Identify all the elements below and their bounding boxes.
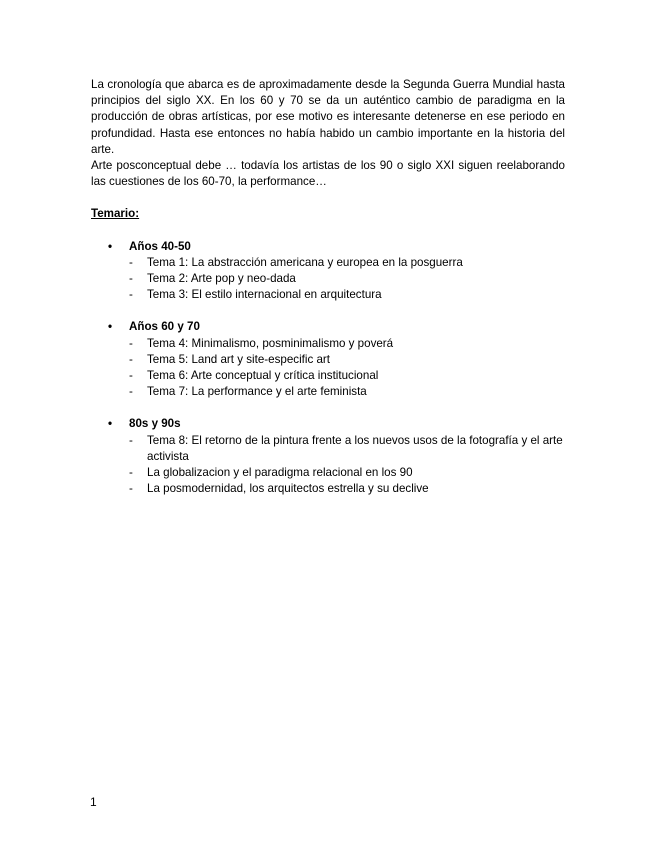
bullet-icon: • (108, 320, 113, 334)
dash-icon: - (129, 369, 133, 383)
dash-icon: - (129, 466, 133, 480)
syllabus-group-2 (91, 319, 565, 400)
topic-item (91, 287, 565, 303)
topic-text: Tema 8: El retorno de la pintura frente a los nuevos usos de la fotografía y el arte activista (147, 433, 563, 463)
topic-text: Tema 5: Land art y site-especific art (147, 352, 331, 366)
bullet-icon: • (108, 239, 113, 253)
topic-text: La posmodernidad, los arquitectos estrella y su declive (147, 482, 429, 496)
dash-icon: - (129, 255, 133, 269)
topic-text: Tema 1: La abstracción americana y europea en la posguerra (147, 255, 463, 269)
topic-item (91, 481, 565, 497)
group-title-row (91, 319, 565, 335)
dash-icon: - (129, 482, 133, 496)
dash-icon: - (129, 385, 133, 399)
topic-item (91, 368, 565, 384)
intro-paragraph-1: La cronología que abarca es de aproximadamente desde la Segunda Guerra Mundial hasta principios del siglo XX. En los 60 y 70 se da un auténtico cambio de paradigma en la producción de obras artísticas, por ese motivo es interesante detenerse en ese periodo en profundidad. Hasta ese entonces no había habido un cambio importante en la historia del arte. (91, 78, 565, 156)
topic-item (91, 271, 565, 287)
topic-item (91, 352, 565, 368)
topic-text: Tema 4: Minimalismo, posminimalismo y poverá (147, 336, 394, 350)
group-title: 80s y 90s (129, 417, 181, 431)
topic-item (91, 433, 565, 465)
group-title: Años 40-50 (129, 239, 191, 253)
topic-item (91, 384, 565, 400)
page-number: 1 (90, 795, 97, 809)
page-content (91, 77, 565, 497)
topic-item (91, 465, 565, 481)
topic-item (91, 336, 565, 352)
topic-text: Tema 2: Arte pop y neo-dada (147, 272, 296, 286)
syllabus-title: Temario: (91, 207, 140, 221)
bullet-icon: • (108, 417, 113, 431)
syllabus-group-1 (91, 239, 565, 304)
syllabus-group-3 (91, 416, 565, 497)
dash-icon: - (129, 352, 133, 366)
topic-text: Tema 3: El estilo internacional en arquitectura (147, 288, 382, 302)
dash-icon: - (129, 336, 133, 350)
intro-paragraph-2: Arte posconceptual debe … todavía los artistas de los 90 o siglo XXI siguen reelaborando las cuestiones de los 60-70, la performance… (91, 159, 565, 189)
topic-item (91, 255, 565, 271)
topic-text: Tema 6: Arte conceptual y crítica institucional (147, 369, 379, 383)
dash-icon: - (129, 272, 133, 286)
topic-text: La globalizacion y el paradigma relacional en los 90 (147, 466, 413, 480)
group-title: Años 60 y 70 (129, 320, 200, 334)
dash-icon: - (129, 288, 133, 302)
dash-icon: - (129, 433, 133, 447)
group-title-row (91, 239, 565, 255)
group-title-row (91, 416, 565, 432)
topic-text: Tema 7: La performance y el arte feminista (147, 385, 367, 399)
